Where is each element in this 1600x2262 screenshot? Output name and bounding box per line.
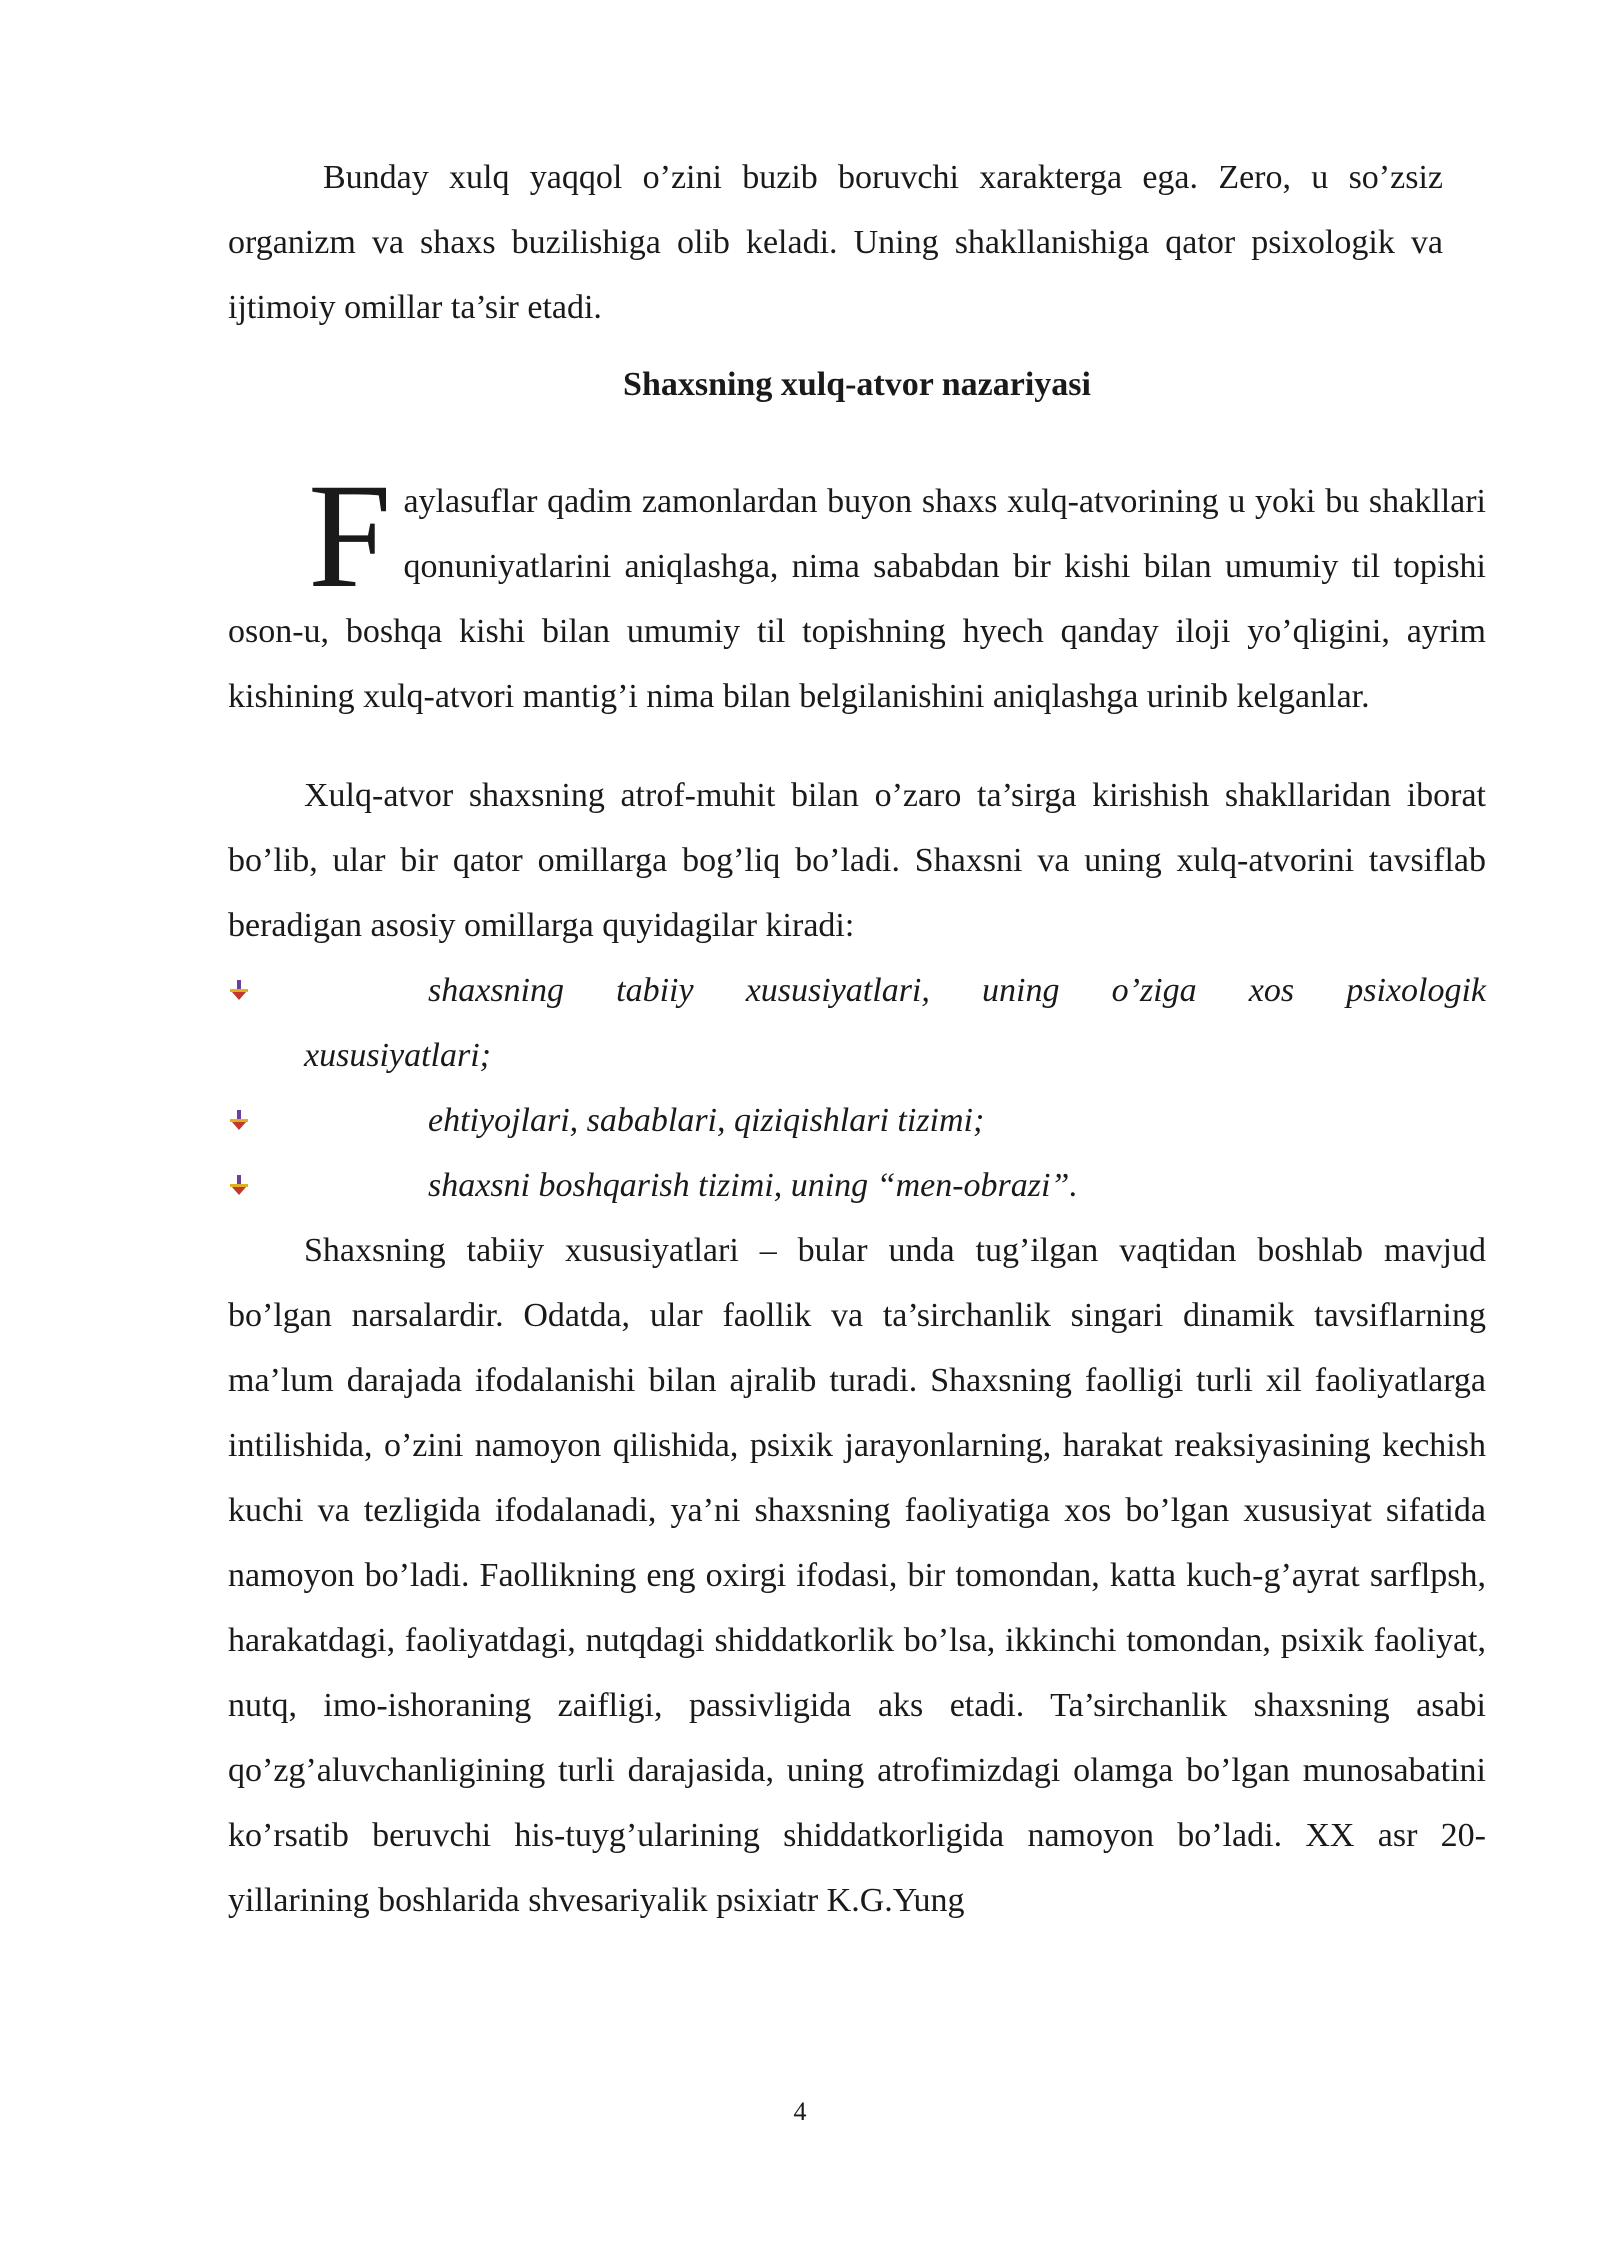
list-item-text: ehtiyojlari, sabablari, qiziqishlari tizimi; [428,1102,985,1139]
dropcap-letter: F [308,453,392,619]
intro-paragraph: Bunday xulq yaqqol o’zini buzib boruvchi xarakterga ega. Zero, u so’zsiz organizm va shaxs buzilishiga olib keladi. Uning shakllanishiga qator psixologik va ijtimoiy omillar ta’sir etadi. [228,159,1443,326]
list-item [228,1153,1486,1218]
page-number: 4 [793,2097,807,2126]
natural-traits-paragraph: Shaxsning tabiiy xususiyatlari – bular unda tug’ilgan vaqtidan boshlab mavjud bo’lgan narsalardir. Odatda, ular faollik va ta’sirchanlik singari dinamik tavsiflarning ma’lum darajada ifodalanishi bilan ajralib turadi. Shaxsning faolligi turli xil faoliyatlarga intilishida, o’zini namoyon qilishida, psixik jarayonlarning, harakat reaksiyasining kechish kuchi va tezligida ifodalanadi, ya’ni shaxsning faoliyatiga xos bo’lgan xususiyat sifatida namoyon bo’ladi. Faollikning eng oxirgi ifodasi, bir tomondan, katta kuch-g’ayrat sarflpsh, harakatdagi, faoliyatdagi, nutqdagi shiddatkorlik bo’lsa, ikkinchi tomondan, psixik faoliyat, nutq, imo-ishoraning zaifligi, passivligida aks etadi. Ta’sirchanlik shaxsning asabi qo’zg’aluvchanligining turli darajasida, uning atrofimizdagi olamga bo’lgan munosabatini ko’rsatib beruvchi his-tuyg’ularining shiddatkorligida namoyon bo’ladi. XX asr 20-yillarining boshlarida shvesariyalik psixiatr K.G.Yung [228,1232,1486,1919]
list-item-text: shaxsning tabiiy xususiyatlari, uning o’ziga xos psixologik [428,972,1486,1009]
list-item [228,958,1486,1088]
arrow-down-bullet-icon [228,1109,250,1131]
document-page [228,145,1486,1933]
list-item-text: shaxsni boshqarish tizimi, uning “men-obrazi”. [428,1167,1078,1204]
dropcap-paragraph [228,453,1486,729]
list-item [228,1088,1486,1153]
section-heading: Shaxsning xulq-atvor nazariyasi [623,366,1091,403]
list-item-continuation: xususiyatlari; [304,1037,491,1074]
factors-paragraph: Xulq-atvor shaxsning atrof-muhit bilan o’zaro ta’sirga kirishish shakllaridan iborat bo’lib, ular bir qator omillarga bog’liq bo’ladi. Shaxsni va uning xulq-atvorini tavsiflab beradigan asosiy omillarga quyidagilar kiradi: [228,777,1486,944]
dropcap-paragraph-text: aylasuflar qadim zamonlardan buyon shaxs xulq-atvorining u yoki bu shakllari qonuniyatlarini aniqlashga, nima sababdan bir kishi bilan umumiy til topishi oson-u, boshqa kishi bilan umumiy til topishning hyech qanday iloji yo’qligini, ayrim kishining xulq-atvori mantig’i nima bilan belgilanishini aniqlashga urinib kelganlar. [228,483,1486,715]
arrow-down-bullet-icon [228,1174,250,1196]
arrow-down-bullet-icon [228,979,250,1001]
